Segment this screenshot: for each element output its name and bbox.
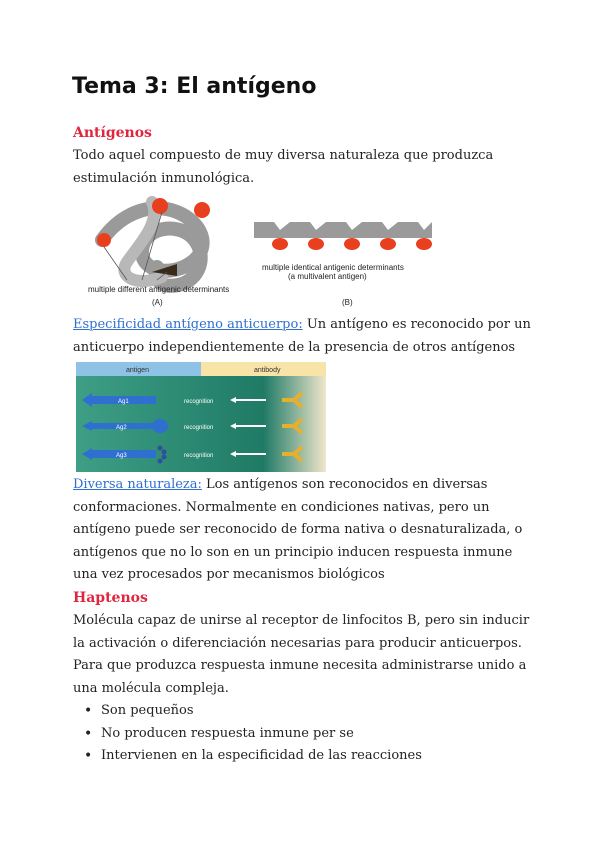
- header-antibody: antibody: [254, 367, 281, 374]
- epitope-mark: [344, 238, 360, 250]
- epitope-mark: [380, 238, 396, 250]
- especificidad-text: Un antígeno es reconocido por un anticuerpo independientemente de la presencia de otros antígenos: [73, 317, 531, 355]
- haptenos-definition: Molécula capaz de unirse al receptor de linfocitos B, pero sin inducir la activación o diferenciación necesarias para producir anticuerpos. Para que produzca respuesta inmune necesita administrarse unido a una molécula compleja.: [73, 613, 530, 696]
- antigen-label: Ag3: [116, 453, 127, 459]
- list-item: • No producen respuesta inmune per se: [73, 723, 422, 746]
- antigen-label: Ag2: [116, 425, 127, 431]
- recognition-label: recognition: [184, 425, 214, 431]
- epitope-mark: [308, 238, 324, 250]
- especificidad-paragraph: [73, 314, 533, 359]
- recognition-label: recognition: [184, 399, 214, 405]
- header-antigen: antigen: [126, 367, 149, 374]
- epitope-mark: [194, 202, 210, 218]
- bullet-icon: •: [84, 703, 93, 719]
- antigen-label: Ag1: [118, 399, 129, 405]
- haptenos-bullet-list: [73, 700, 422, 768]
- antigenic-determinants-figure: [82, 192, 452, 308]
- section-heading-antigenos: Antígenos: [73, 125, 152, 141]
- list-item: • Intervienen en la especificidad de las reacciones: [73, 745, 422, 768]
- multivalent-antigen-diagram: [254, 222, 432, 250]
- diversa-paragraph: [73, 474, 533, 587]
- recognition-label: recognition: [184, 453, 214, 459]
- diversa-link[interactable]: Diversa naturaleza:: [73, 477, 202, 492]
- list-item: • Son pequeños: [73, 700, 422, 723]
- epitope-mark: [416, 238, 432, 250]
- globular-protein-diagram: [97, 198, 210, 286]
- figure-label-a: (A): [152, 298, 163, 307]
- bullet-icon: •: [84, 748, 93, 764]
- section-heading-haptenos: Haptenos: [73, 590, 148, 606]
- epitope-mark: [152, 198, 168, 214]
- especificidad-link[interactable]: Especificidad antígeno anticuerpo:: [73, 317, 303, 332]
- figure-caption-b-line1: multiple identical antigenic determinants: [262, 263, 404, 272]
- antigenos-definition: Todo aquel compuesto de muy diversa naturaleza que produzca estimulación inmunológica.: [73, 148, 494, 186]
- epitope-mark: [272, 238, 288, 250]
- figure-caption-b-line2: (a multivalent antigen): [288, 272, 367, 281]
- page-title: Tema 3: El antígeno: [72, 74, 317, 99]
- antigen-recognition-figure: [76, 362, 326, 472]
- bullet-icon: •: [84, 725, 93, 742]
- diversa-text: Los antígenos son reconocidos en diversas conformaciones. Normalmente en condiciones nativas, pero un antígeno puede ser reconocido de forma nativa o desnaturalizada, o antígenos que no lo son en un principio inducen respuesta inmune una vez procesados por mecanismos biológicos: [73, 477, 523, 582]
- epitope-mark: [97, 233, 111, 247]
- figure-caption-a: multiple different antigenic determinants: [88, 285, 230, 294]
- figure-label-b: (B): [342, 298, 353, 307]
